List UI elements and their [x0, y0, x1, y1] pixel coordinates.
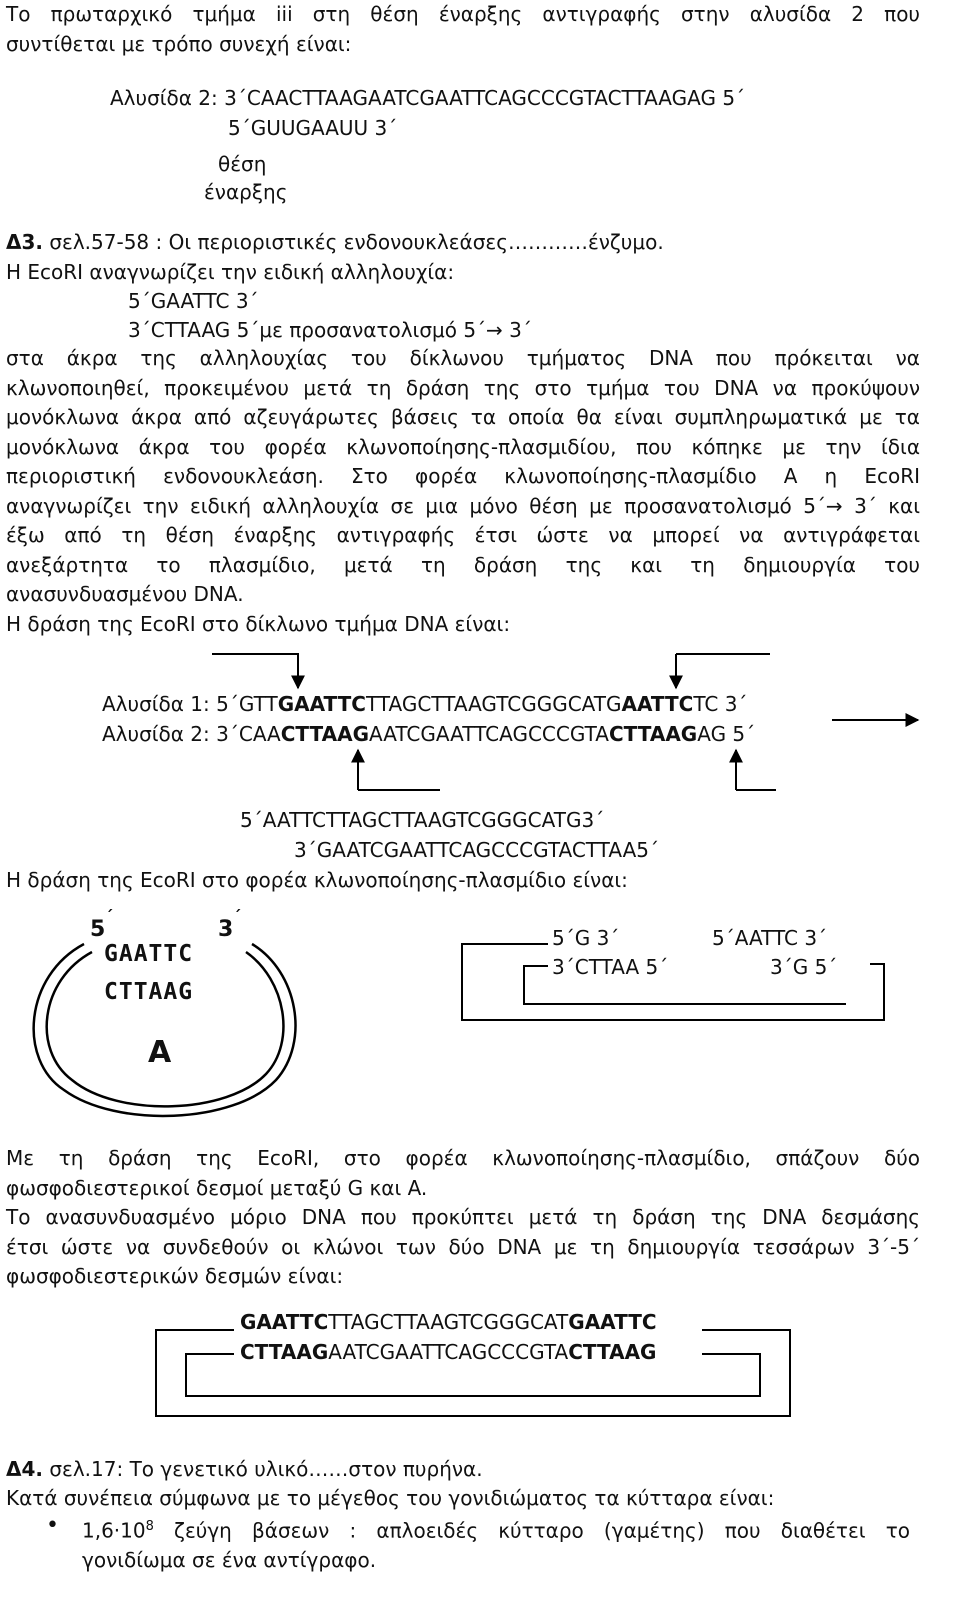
cut-plasmid-end-a-top: 5΄G 3΄: [552, 926, 620, 950]
primer-sequence: 5΄GUUGAAUU 3΄: [228, 116, 398, 140]
plasmid-ring: [34, 941, 296, 1116]
recognition-site-bottom: 3΄CTTAAG 5΄με προσανατολισμό 5΄→ 3΄: [128, 318, 532, 342]
section-d3-title: σελ.57-58 : Οι περιοριστικές ενδονουκλεάσες…………ένζυμο.: [43, 230, 664, 254]
strand-2-middle: AATCGAATTCAGCCCGTA: [369, 722, 609, 746]
after-line: φωσφοδιεστερικών δεσμών είναι:: [6, 1264, 344, 1288]
recomb-site-2c: CTTAAG: [568, 1340, 657, 1364]
ecori-recognition-text: Η EcoRI αναγνωρίζει την ειδική αλληλουχία:: [6, 260, 455, 284]
strand-1-prefix: Αλυσίδα 1: 5΄GTT: [102, 692, 278, 716]
consequence-text: Κατά συνέπεια σύμφωνα με το μέγεθος του γονιδιώματος τα κύτταρα είναι:: [6, 1486, 775, 1510]
ecori-action-dna-text: Η δράση της EcoRI στο δίκλωνο τμήμα DNA είναι:: [6, 611, 511, 636]
strand-2-end: AG 5΄: [697, 722, 756, 746]
start-site-label-line-2: έναρξης: [204, 180, 288, 204]
after-line: έτσι ώστε να συνδεθούν οι κλώνοι των δύο DNA με τη δημιουργία τεσσάρων 3΄-5΄: [6, 1234, 920, 1259]
cut-plasmid-bracket: [462, 944, 884, 1020]
recomb-site-2a: CTTAAG: [240, 1340, 329, 1364]
cut-plasmid-end-b-top: 5΄AATTC 3΄: [712, 926, 828, 950]
d3-line: κλωνοποιηθεί, προκειμένου μετά τη δράση της στο τμήμα του DNA να προκύψουν: [6, 375, 920, 400]
prime-mark: ΄: [233, 907, 241, 926]
cut-plasmid-end-a-bottom: 3΄CTTAA 5΄: [552, 955, 669, 979]
d3-line: περιοριστική ενδονουκλεάση. Στο φορέα κλωνοποίησης-πλασμίδιο Α η EcoRI: [6, 464, 920, 488]
d3-line: ανασυνδυασμένου DNA.: [6, 582, 244, 606]
plasmid-site-bottom: CTTAAG: [104, 979, 194, 1005]
after-line: Με τη δράση της EcoRI, στο φορέα κλωνοποίησης-πλασμίδιο, σπάζουν δύο: [6, 1146, 920, 1170]
recomb-site-1c: GAATTC: [568, 1310, 657, 1334]
strand-2-site-b: CTTAAG: [608, 722, 698, 746]
label-5: 5: [90, 917, 106, 942]
strand-1-end: TC 3΄: [693, 692, 748, 716]
bullet-icon: •: [46, 1513, 59, 1538]
start-site-label-line-1: θέση: [218, 152, 267, 176]
after-line: φωσφοδιεστερικοί δεσμοί μεταξύ G και A.: [6, 1175, 428, 1200]
strand-2-site-a: CTTAAG: [280, 722, 369, 746]
recomb-site-1a: GAATTC: [240, 1310, 329, 1334]
recomb-middle-1: TTAGCTTAAGTCGGGCAT: [328, 1310, 569, 1334]
bullet-line-2: γονιδίωμα σε ένα αντίγραφο.: [82, 1548, 377, 1573]
strand-2-sequence: Αλυσίδα 2: 3΄CAACTTAAGAATCGAATTCAGCCCGTACTTAAGAG 5΄: [110, 86, 746, 110]
recomb-middle-2: AATCGAATTCAGCCCGTA: [328, 1340, 569, 1364]
plasmid-name: A: [148, 1035, 172, 1070]
strand-1-site-a: GAATTC: [277, 692, 366, 716]
arrow-line: [212, 654, 918, 790]
d3-line: μονόκλωνα άκρα του φορέα κλωνοποίησης-πλασμιδίου, που κόπηκε με την ίδια: [6, 434, 920, 459]
fragment-strand-2: 3΄GAATCGAATTCAGCCCGTACTTAA5΄: [294, 838, 659, 862]
section-d4-number: Δ4.: [6, 1457, 43, 1481]
strand-2-prefix: Αλυσίδα 2: 3΄CAA: [102, 722, 281, 746]
section-d3-number: Δ3.: [6, 230, 43, 254]
d3-line: στα άκρα της αλληλουχίας του δίκλωνου τμήματος DNA που πρόκειται να: [6, 346, 920, 370]
prime-mark: ΄: [105, 907, 113, 926]
intro-line-2: συντίθεται με τρόπο συνεχή είναι:: [6, 31, 352, 56]
section-d4-title: σελ.17: Το γενετικό υλικό……στον πυρήνα.: [43, 1457, 483, 1481]
fragment-strand-1: 5΄AATTCTTAGCTTAAGTCGGGCATG3΄: [240, 808, 605, 832]
recombinant-bracket: [156, 1330, 790, 1416]
intro-line-1: Το πρωταρχικό τμήμα iii στη θέση έναρξης αντιγραφής στην αλυσίδα 2 που: [6, 2, 920, 26]
after-line: Το ανασυνδυασμένο μόριο DNA που προκύπτει μετά τη δράση της DNA δεσμάσης: [6, 1205, 920, 1229]
d3-line: έξω από τη θέση έναρξης αντιγραφής έτσι ώστε να μπορεί να αντιγράφεται: [6, 523, 920, 547]
strand-1-site-b: AATTC: [621, 692, 694, 716]
d3-line: μονόκλωνα άκρα από αζευγάρωτες βάσεις τα οποία θα είναι συμπληρωματικά με τα: [6, 405, 920, 429]
strand-1-middle: TTAGCTTAAGTCGGGCATG: [365, 692, 622, 716]
d3-line: αναγνωρίζει την ειδική αλληλουχία σε μια μόνο θέση με προσανατολισμό 5΄→ 3΄ και: [6, 493, 920, 518]
d3-line: ανεξάρτητα το πλασμίδιο, μετά τη δράση της και τη δημιουργία του: [6, 552, 920, 577]
cut-plasmid-end-b-bottom: 3΄G 5΄: [770, 955, 838, 979]
bullet-rest: ζεύγη βάσεων : απλοειδές κύτταρο (γαμέτης) που διαθέτει το: [153, 1518, 910, 1543]
plasmid-site-top: GAATTC: [104, 941, 194, 967]
ecori-action-plasmid-text: Η δράση της EcoRI στο φορέα κλωνοποίησης-πλασμίδιο είναι:: [6, 868, 628, 892]
label-3: 3: [218, 917, 234, 942]
bullet-exponent: 8: [145, 1519, 154, 1534]
recognition-site-top: 5΄GAATTC 3΄: [128, 289, 259, 313]
bullet-value: 1,6·10: [82, 1518, 146, 1543]
